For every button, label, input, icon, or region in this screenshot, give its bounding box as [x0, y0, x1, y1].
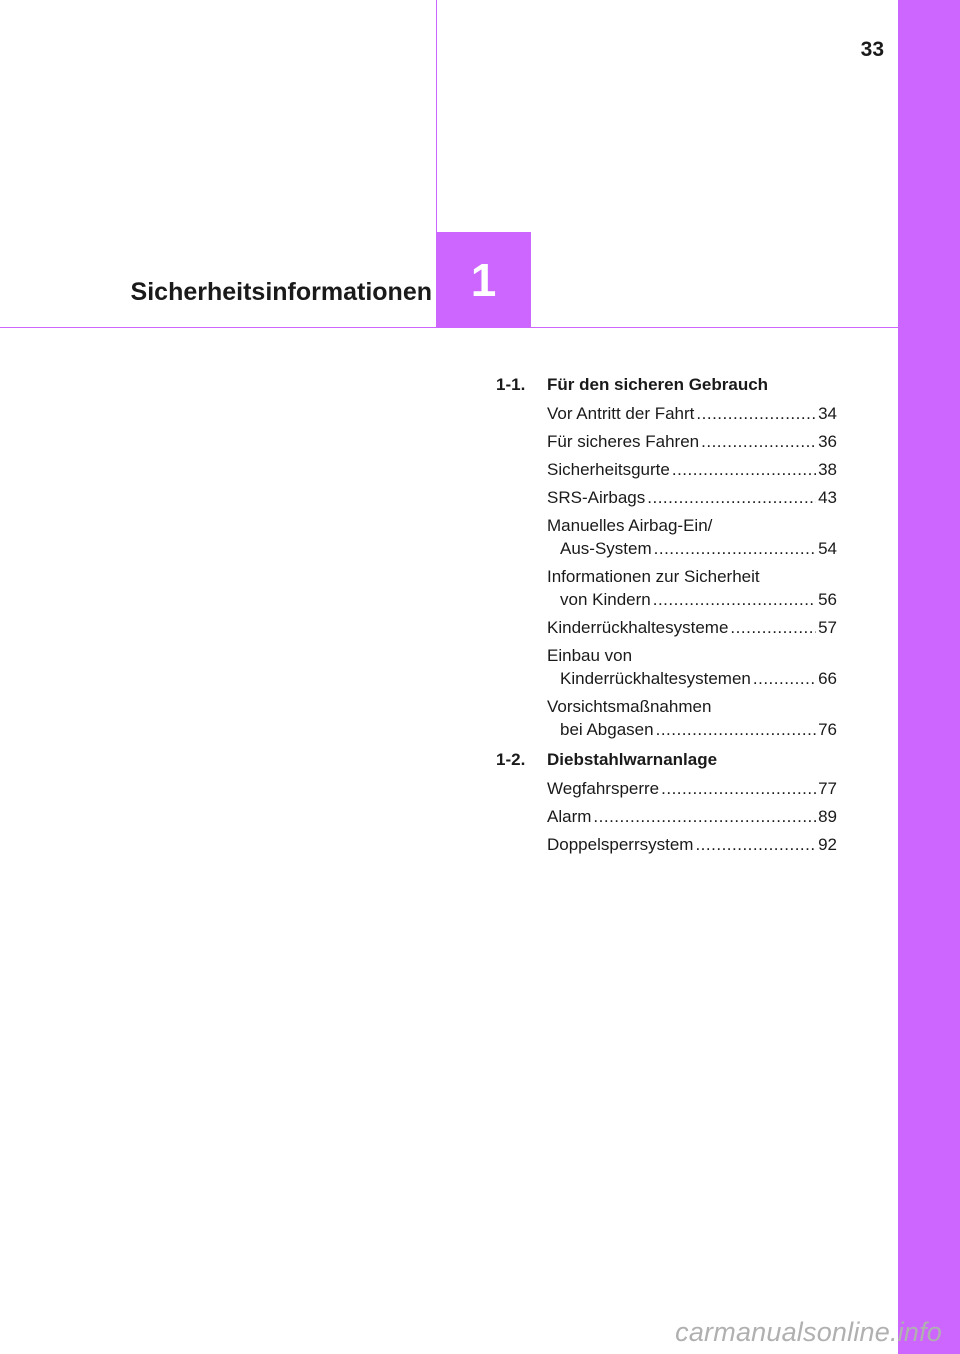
- toc-leader-dots: [695, 833, 816, 856]
- toc-entry-text: Kinderrückhaltesystemen: [560, 669, 751, 688]
- chapter-title: Sicherheitsinformationen: [130, 278, 432, 306]
- toc-page-number: 57: [818, 618, 837, 637]
- toc-entry[interactable]: [547, 402, 837, 425]
- toc-leader-dots: [672, 458, 816, 481]
- toc-entry-text: Manuelles Airbag-Ein/: [547, 516, 713, 535]
- toc-leader-dots: [654, 537, 816, 560]
- toc-entry[interactable]: [547, 695, 837, 741]
- toc-section-heading[interactable]: [496, 749, 837, 771]
- toc-entry[interactable]: [547, 833, 837, 856]
- toc-entry-text: SRS-Airbags: [547, 488, 646, 507]
- toc-entry-text: Kinderrückhaltesysteme: [547, 618, 729, 637]
- toc-section-title: Für den sicheren Gebrauch: [547, 375, 769, 394]
- toc-entry[interactable]: [547, 644, 837, 690]
- toc-page-number: 34: [818, 404, 837, 423]
- chapter-tab-sidebar: [898, 0, 960, 1354]
- toc-leader-dots: [661, 777, 816, 800]
- toc-entry-text: Wegfahrsperre: [547, 779, 660, 798]
- toc-entry-text: Doppelsperrsystem: [547, 835, 694, 854]
- toc-entry[interactable]: [547, 805, 837, 828]
- toc-entry[interactable]: [547, 514, 837, 560]
- toc-entry-text: Für sicheres Fahren: [547, 432, 700, 451]
- chapter-number-badge: [436, 232, 531, 328]
- toc-entry-text: Einbau von: [547, 646, 633, 665]
- toc-section-heading[interactable]: [496, 374, 837, 396]
- toc-entry-text: Aus-System: [560, 539, 652, 558]
- toc-leader-dots: [656, 718, 816, 741]
- toc-entry[interactable]: [547, 486, 837, 509]
- toc-page-number: 89: [818, 807, 837, 826]
- toc-entry[interactable]: [547, 616, 837, 639]
- toc-entry[interactable]: [547, 430, 837, 453]
- toc-entry-text: Vor Antritt der Fahrt: [547, 404, 695, 423]
- toc-entry[interactable]: [547, 565, 837, 611]
- toc-entry-text: Sicherheitsgurte: [547, 460, 670, 479]
- toc-leader-dots: [696, 402, 816, 425]
- toc-section-title: Diebstahlwarnanlage: [547, 750, 718, 769]
- toc-entry[interactable]: [547, 777, 837, 800]
- table-of-contents: [496, 374, 837, 864]
- toc-page-number: 43: [818, 488, 837, 507]
- chapter-number: 1: [470, 254, 497, 306]
- toc-leader-dots: [653, 588, 816, 611]
- watermark: carmanualsonline.info: [675, 1317, 942, 1347]
- toc-entry-list: [496, 777, 837, 856]
- toc-page-number: 38: [818, 460, 837, 479]
- toc-leader-dots: [753, 667, 816, 690]
- toc-section: [496, 749, 837, 856]
- toc-entry-text: Informationen zur Sicherheit: [547, 567, 760, 586]
- toc-leader-dots: [647, 486, 816, 509]
- toc-entry-text: Vorsichtsmaßnahmen: [547, 697, 712, 716]
- toc-entry[interactable]: [547, 458, 837, 481]
- toc-page-number: 54: [818, 539, 837, 558]
- toc-entry-list: [496, 402, 837, 741]
- toc-page-number: 92: [818, 835, 837, 854]
- toc-leader-dots: [593, 805, 816, 828]
- toc-page-number: 76: [818, 720, 837, 739]
- divider-vertical: [436, 0, 437, 232]
- toc-entry-text: von Kindern: [560, 590, 651, 609]
- toc-leader-dots: [730, 616, 816, 639]
- toc-section: [496, 374, 837, 741]
- toc-section-number: 1-1.: [496, 375, 526, 394]
- page-number: 33: [860, 38, 884, 61]
- toc-page-number: 77: [818, 779, 837, 798]
- toc-page-number: 66: [818, 669, 837, 688]
- toc-entry-text: bei Abgasen: [560, 720, 654, 739]
- toc-leader-dots: [701, 430, 816, 453]
- toc-section-number: 1-2.: [496, 750, 526, 769]
- toc-entry-text: Alarm: [547, 807, 592, 826]
- toc-page-number: 36: [818, 432, 837, 451]
- toc-page-number: 56: [818, 590, 837, 609]
